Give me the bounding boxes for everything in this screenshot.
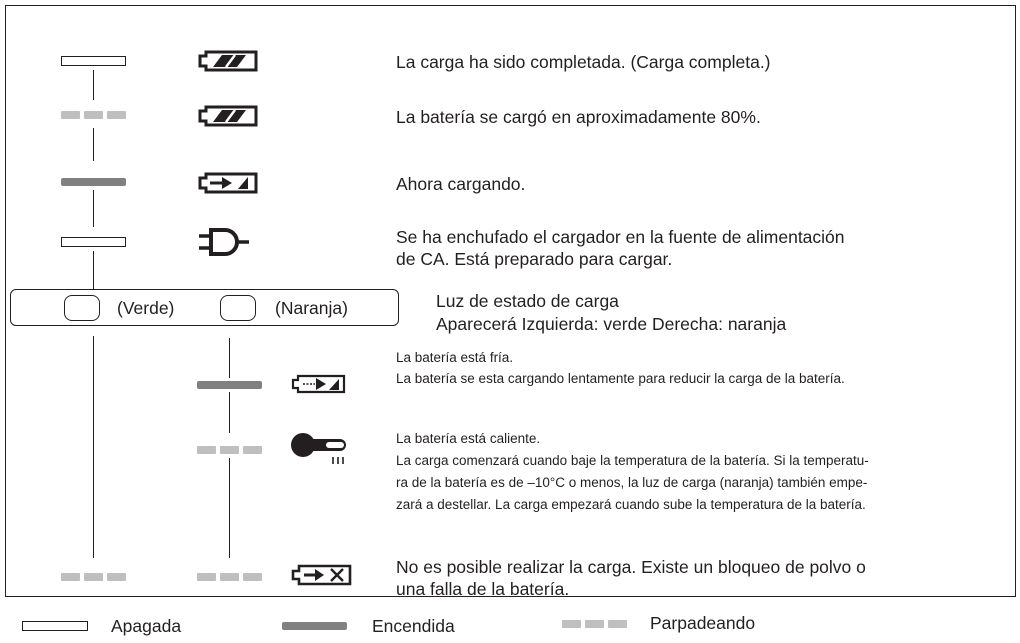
orange-connector-line: [229, 458, 230, 558]
status-text-line: una falla de la batería.: [396, 579, 570, 599]
status-text-line: La carga comenzará cuando baje la temperatura de la batería. Si la temperatu-: [396, 453, 869, 468]
green-lamp-symbol: [64, 295, 100, 321]
lamp-blinking-indicator: [197, 446, 262, 454]
connector-line: [93, 128, 94, 161]
lamp-off-indicator: [61, 237, 126, 247]
battery-charging-icon: [196, 171, 258, 195]
legend-subtitle: Aparecerá Izquierda: verde Derecha: naranja: [436, 314, 787, 334]
thermometer-icon: [290, 430, 356, 468]
legend-title: Luz de estado de carga: [436, 291, 619, 311]
connector-line: [93, 70, 94, 100]
status-text-line: zará a destellar. La carga empezará cuando sube la temperatura de la batería.: [396, 497, 866, 512]
lamp-on-indicator: [197, 381, 262, 389]
plug-icon: [199, 227, 259, 257]
key-blinking-symbol: [562, 620, 627, 628]
status-text-line: La batería está fría.: [396, 350, 514, 365]
key-on-label: Encendida: [372, 616, 455, 636]
orange-lamp-label: (Naranja): [275, 298, 348, 318]
status-text-line: de CA. Está preparado para cargar.: [396, 249, 673, 269]
status-text: [396, 226, 845, 270]
battery-slow-charge-icon: [290, 373, 346, 395]
green-lamp-label: (Verde): [117, 298, 175, 318]
status-text-line: La batería se esta cargando lentamente para reducir la carga de la batería.: [396, 371, 845, 386]
status-text-line: La batería está caliente.: [396, 431, 541, 446]
status-text: La carga ha sido completada. (Carga completa.): [396, 52, 771, 72]
key-blinking-label: Parpadeando: [650, 613, 756, 633]
key-off-label: Apagada: [111, 616, 182, 636]
status-text: [396, 556, 866, 600]
key-off-symbol: [22, 621, 88, 631]
orange-connector-line: [229, 392, 230, 433]
status-text: [396, 349, 845, 388]
battery-error-icon: [290, 563, 352, 587]
orange-connector-line: [229, 338, 230, 378]
status-text: Ahora cargando.: [396, 174, 526, 194]
battery-full-icon: [196, 49, 258, 73]
battery-full-icon: [196, 104, 258, 128]
connector-line: [93, 190, 94, 227]
key-on-symbol: [282, 622, 347, 630]
status-text: La batería se cargó en aproximadamente 80%.: [396, 107, 761, 127]
lamp-on-indicator: [61, 178, 126, 186]
lamp-blinking-indicator: [197, 573, 262, 581]
lamp-off-indicator: [61, 56, 126, 66]
connector-line: [93, 251, 94, 289]
status-text-line: No es posible realizar la carga. Existe un bloqueo de polvo o: [396, 557, 866, 577]
orange-lamp-symbol: [220, 295, 256, 321]
green-connector-line: [93, 336, 94, 558]
status-text: [396, 428, 869, 516]
lamp-blinking-indicator: [61, 573, 126, 581]
status-text-line: Se ha enchufado el cargador en la fuente de alimentación: [396, 227, 845, 247]
lamp-blinking-indicator: [61, 111, 126, 119]
status-text-line: ra de la batería es de –10°C o menos, la luz de carga (naranja) también empe-: [396, 475, 868, 490]
